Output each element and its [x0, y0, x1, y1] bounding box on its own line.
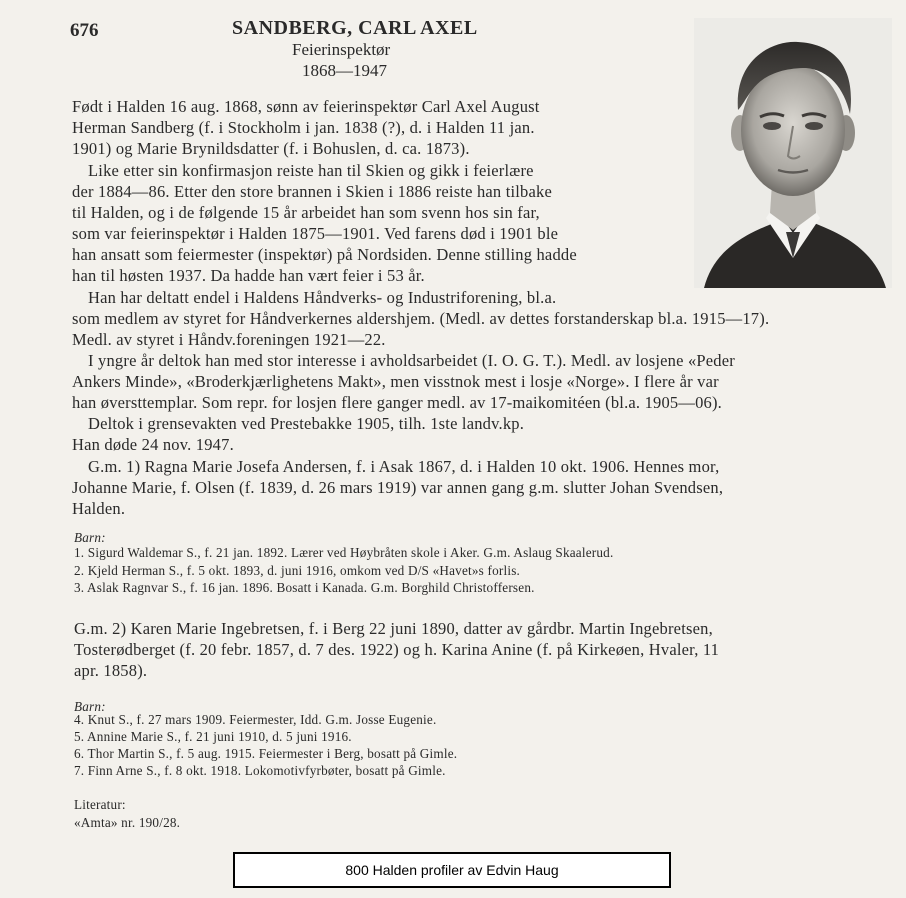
- marriage2-line: apr. 1858).: [74, 661, 148, 680]
- biography-line: der 1884—86. Etter den store brannen i Skien i 1886 reiste han tilbake: [72, 182, 553, 201]
- biography-line: han øversttemplar. Som repr. for losjen flere ganger medl. av 17-maikomitéen (bl.a. 1905—06).: [72, 393, 723, 412]
- biography-line: Herman Sandberg (f. i Stockholm i jan. 1838 (?), d. i Halden 11 jan.: [72, 118, 535, 137]
- marriage2-line: Tosterødberget (f. 20 febr. 1857, d. 7 des. 1922) og h. Karina Anine (f. på Kirkeøen, Hvaler, 11: [74, 640, 720, 659]
- biography-line: Ankers Minde», «Broderkjærlighetens Makt», men visstnok mest i losje «Norge». I flere år var: [72, 372, 719, 391]
- literature-source: «Amta» nr. 190/28.: [74, 815, 181, 830]
- children-heading-2: Barn:: [74, 699, 106, 714]
- biography-line: som medlem av styret for Håndverkernes aldershjem. (Medl. av dettes forstanderskap bl.a. 1915—17).: [72, 309, 770, 328]
- biography-line: I yngre år deltok han med stor interesse i avholdsarbeidet (I. O. G. T.). Medl. av losjene «Peder: [88, 351, 735, 370]
- biography-line: Medl. av styret i Håndv.foreningen 1921—22.: [72, 330, 386, 349]
- biography-line: 1901) og Marie Brynildsdatter (f. i Bohuslen, d. ca. 1873).: [72, 139, 470, 158]
- caption-box: [233, 852, 671, 888]
- person-title: Feierinspektør: [292, 40, 391, 59]
- biography-line: som var feierinspektør i Halden 1875—1901. Ved farens død i 1901 ble: [72, 224, 559, 243]
- portrait-photo: [694, 18, 892, 288]
- child-item: 2. Kjeld Herman S., f. 5 okt. 1893, d. juni 1916, omkom ved D/S «Havet»s forlis.: [74, 563, 521, 578]
- biography-line: Han har deltatt endel i Haldens Håndverks- og Industriforening, bl.a.: [88, 288, 557, 307]
- biography-line: G.m. 1) Ragna Marie Josefa Andersen, f. i Asak 1867, d. i Halden 10 okt. 1906. Hennes mor,: [88, 457, 720, 476]
- biography-line: til Halden, og i de følgende 15 år arbeidet han som svenn hos sin far,: [72, 203, 540, 222]
- biography-line: Halden.: [72, 499, 126, 518]
- child-item: 6. Thor Martin S., f. 5 aug. 1915. Feiermester i Berg, bosatt på Gimle.: [74, 746, 458, 761]
- child-item: 4. Knut S., f. 27 mars 1909. Feiermester, Idd. G.m. Josse Eugenie.: [74, 712, 437, 727]
- child-item: 1. Sigurd Waldemar S., f. 21 jan. 1892. Lærer ved Høybråten skole i Aker. G.m. Aslaug Skaalerud.: [74, 545, 614, 560]
- biography-line: Deltok i grensevakten ved Prestebakke 1905, tilh. 1ste landv.kp.: [88, 414, 525, 433]
- child-item: 5. Annine Marie S., f. 21 juni 1910, d. 5 juni 1916.: [74, 729, 352, 744]
- children-heading-1: Barn:: [74, 530, 106, 545]
- marriage2-line: G.m. 2) Karen Marie Ingebretsen, f. i Berg 22 juni 1890, datter av gårdbr. Martin Ingebretsen,: [74, 619, 713, 638]
- biography-line: Han døde 24 nov. 1947.: [72, 435, 234, 454]
- biography-line: han til høsten 1937. Da hadde han vært feier i 53 år.: [72, 266, 425, 285]
- biography-line: han ansatt som feiermester (inspektør) på Nordsiden. Denne stilling hadde: [72, 245, 577, 264]
- biography-line: Like etter sin konfirmasjon reiste han til Skien og gikk i feierlære: [88, 161, 534, 180]
- page-number: 676: [70, 20, 99, 41]
- child-item: 7. Finn Arne S., f. 8 okt. 1918. Lokomotivfyrbøter, bosatt på Gimle.: [74, 763, 446, 778]
- person-name: SANDBERG, CARL AXEL: [232, 17, 478, 39]
- person-years: 1868—1947: [302, 61, 387, 80]
- biography-line: Johanne Marie, f. Olsen (f. 1839, d. 26 mars 1919) var annen gang g.m. slutter Johan Svendsen,: [72, 478, 724, 497]
- literature-heading: Literatur:: [74, 797, 126, 812]
- caption-text: 800 Halden profiler av Edvin Haug: [345, 862, 559, 878]
- child-item: 3. Aslak Ragnvar S., f. 16 jan. 1896. Bosatt i Kanada. G.m. Borghild Christoffersen.: [74, 580, 535, 595]
- biography-line: Født i Halden 16 aug. 1868, sønn av feierinspektør Carl Axel August: [72, 97, 540, 116]
